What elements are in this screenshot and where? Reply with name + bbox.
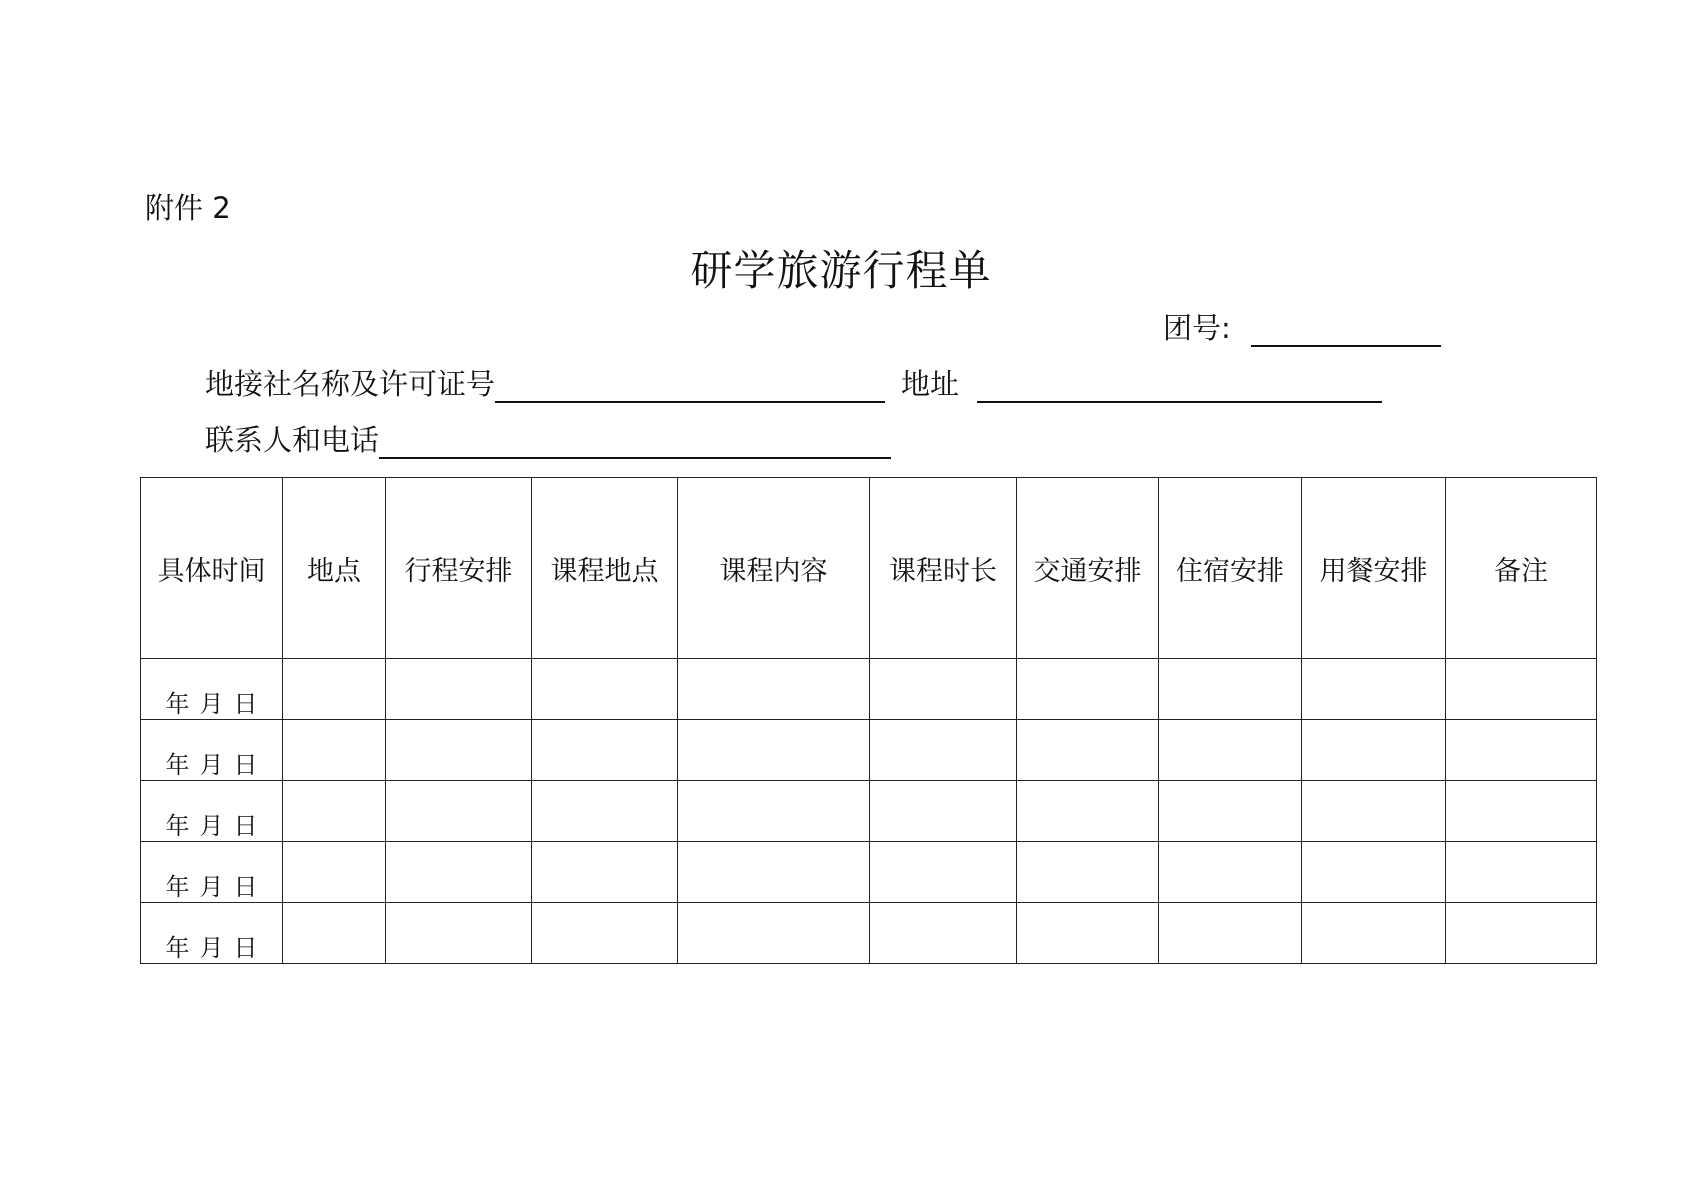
course-duration-cell[interactable]	[870, 842, 1017, 903]
transport-cell[interactable]	[1017, 720, 1159, 781]
year-label: 年	[165, 751, 190, 779]
accommodation-cell[interactable]	[1159, 903, 1302, 964]
course-location-cell[interactable]	[532, 720, 678, 781]
transport-cell[interactable]	[1017, 842, 1159, 903]
itinerary-table	[140, 477, 1597, 964]
date-cell[interactable]	[141, 781, 283, 842]
header-meals: 用餐安排	[1302, 478, 1446, 659]
notes-cell[interactable]	[1446, 781, 1597, 842]
course-duration-cell[interactable]	[870, 903, 1017, 964]
month-label: 月	[199, 751, 224, 779]
year-label: 年	[165, 690, 190, 718]
course-content-cell[interactable]	[678, 781, 870, 842]
month-label: 月	[199, 812, 224, 840]
course-location-cell[interactable]	[532, 781, 678, 842]
location-cell[interactable]	[283, 903, 386, 964]
header-time: 具体时间	[141, 478, 283, 659]
course-location-cell[interactable]	[532, 842, 678, 903]
meals-cell[interactable]	[1302, 842, 1446, 903]
attachment-label: 附件 2	[145, 191, 231, 225]
course-duration-cell[interactable]	[870, 781, 1017, 842]
table-row	[141, 720, 1597, 781]
year-label: 年	[165, 873, 190, 901]
location-cell[interactable]	[283, 781, 386, 842]
day-label: 日	[233, 690, 258, 718]
course-location-cell[interactable]	[532, 659, 678, 720]
accommodation-cell[interactable]	[1159, 659, 1302, 720]
header-row	[141, 478, 1597, 659]
course-duration-cell[interactable]	[870, 659, 1017, 720]
month-label: 月	[199, 934, 224, 962]
agency-field[interactable]	[495, 371, 885, 403]
date-cell[interactable]	[141, 903, 283, 964]
schedule-cell[interactable]	[386, 659, 532, 720]
transport-cell[interactable]	[1017, 659, 1159, 720]
table-row	[141, 842, 1597, 903]
table-row	[141, 781, 1597, 842]
notes-cell[interactable]	[1446, 659, 1597, 720]
group-number-label: 团号:	[1163, 311, 1231, 345]
location-cell[interactable]	[283, 720, 386, 781]
schedule-cell[interactable]	[386, 781, 532, 842]
course-content-cell[interactable]	[678, 842, 870, 903]
agency-row	[205, 362, 1382, 403]
month-label: 月	[199, 873, 224, 901]
date-cell[interactable]	[141, 659, 283, 720]
month-label: 月	[199, 690, 224, 718]
accommodation-cell[interactable]	[1159, 720, 1302, 781]
header-course-duration: 课程时长	[870, 478, 1017, 659]
course-location-cell[interactable]	[532, 903, 678, 964]
header-course-content: 课程内容	[678, 478, 870, 659]
header-notes: 备注	[1446, 478, 1597, 659]
table-row	[141, 659, 1597, 720]
group-number-row	[1163, 306, 1441, 347]
day-label: 日	[233, 934, 258, 962]
meals-cell[interactable]	[1302, 720, 1446, 781]
header-schedule: 行程安排	[386, 478, 532, 659]
header-accommodation: 住宿安排	[1159, 478, 1302, 659]
day-label: 日	[233, 751, 258, 779]
course-duration-cell[interactable]	[870, 720, 1017, 781]
page-title: 研学旅游行程单	[690, 246, 992, 295]
date-cell[interactable]	[141, 842, 283, 903]
contact-label: 联系人和电话	[205, 423, 380, 457]
course-content-cell[interactable]	[678, 720, 870, 781]
date-cell[interactable]	[141, 720, 283, 781]
schedule-cell[interactable]	[386, 720, 532, 781]
year-label: 年	[165, 934, 190, 962]
agency-label: 地接社名称及许可证号	[205, 367, 496, 401]
course-content-cell[interactable]	[678, 903, 870, 964]
location-cell[interactable]	[283, 842, 386, 903]
day-label: 日	[233, 873, 258, 901]
header-course-location: 课程地点	[532, 478, 678, 659]
group-number-field[interactable]	[1251, 315, 1441, 347]
year-label: 年	[165, 812, 190, 840]
meals-cell[interactable]	[1302, 781, 1446, 842]
notes-cell[interactable]	[1446, 720, 1597, 781]
day-label: 日	[233, 812, 258, 840]
header-transport: 交通安排	[1017, 478, 1159, 659]
header-location: 地点	[283, 478, 386, 659]
notes-cell[interactable]	[1446, 842, 1597, 903]
schedule-cell[interactable]	[386, 903, 532, 964]
course-content-cell[interactable]	[678, 659, 870, 720]
meals-cell[interactable]	[1302, 659, 1446, 720]
contact-row	[205, 418, 891, 459]
schedule-cell[interactable]	[386, 842, 532, 903]
transport-cell[interactable]	[1017, 903, 1159, 964]
address-label: 地址	[901, 367, 960, 401]
table-row	[141, 903, 1597, 964]
accommodation-cell[interactable]	[1159, 781, 1302, 842]
meals-cell[interactable]	[1302, 903, 1446, 964]
contact-field[interactable]	[379, 427, 891, 459]
notes-cell[interactable]	[1446, 903, 1597, 964]
address-field[interactable]	[977, 371, 1382, 403]
accommodation-cell[interactable]	[1159, 842, 1302, 903]
location-cell[interactable]	[283, 659, 386, 720]
transport-cell[interactable]	[1017, 781, 1159, 842]
